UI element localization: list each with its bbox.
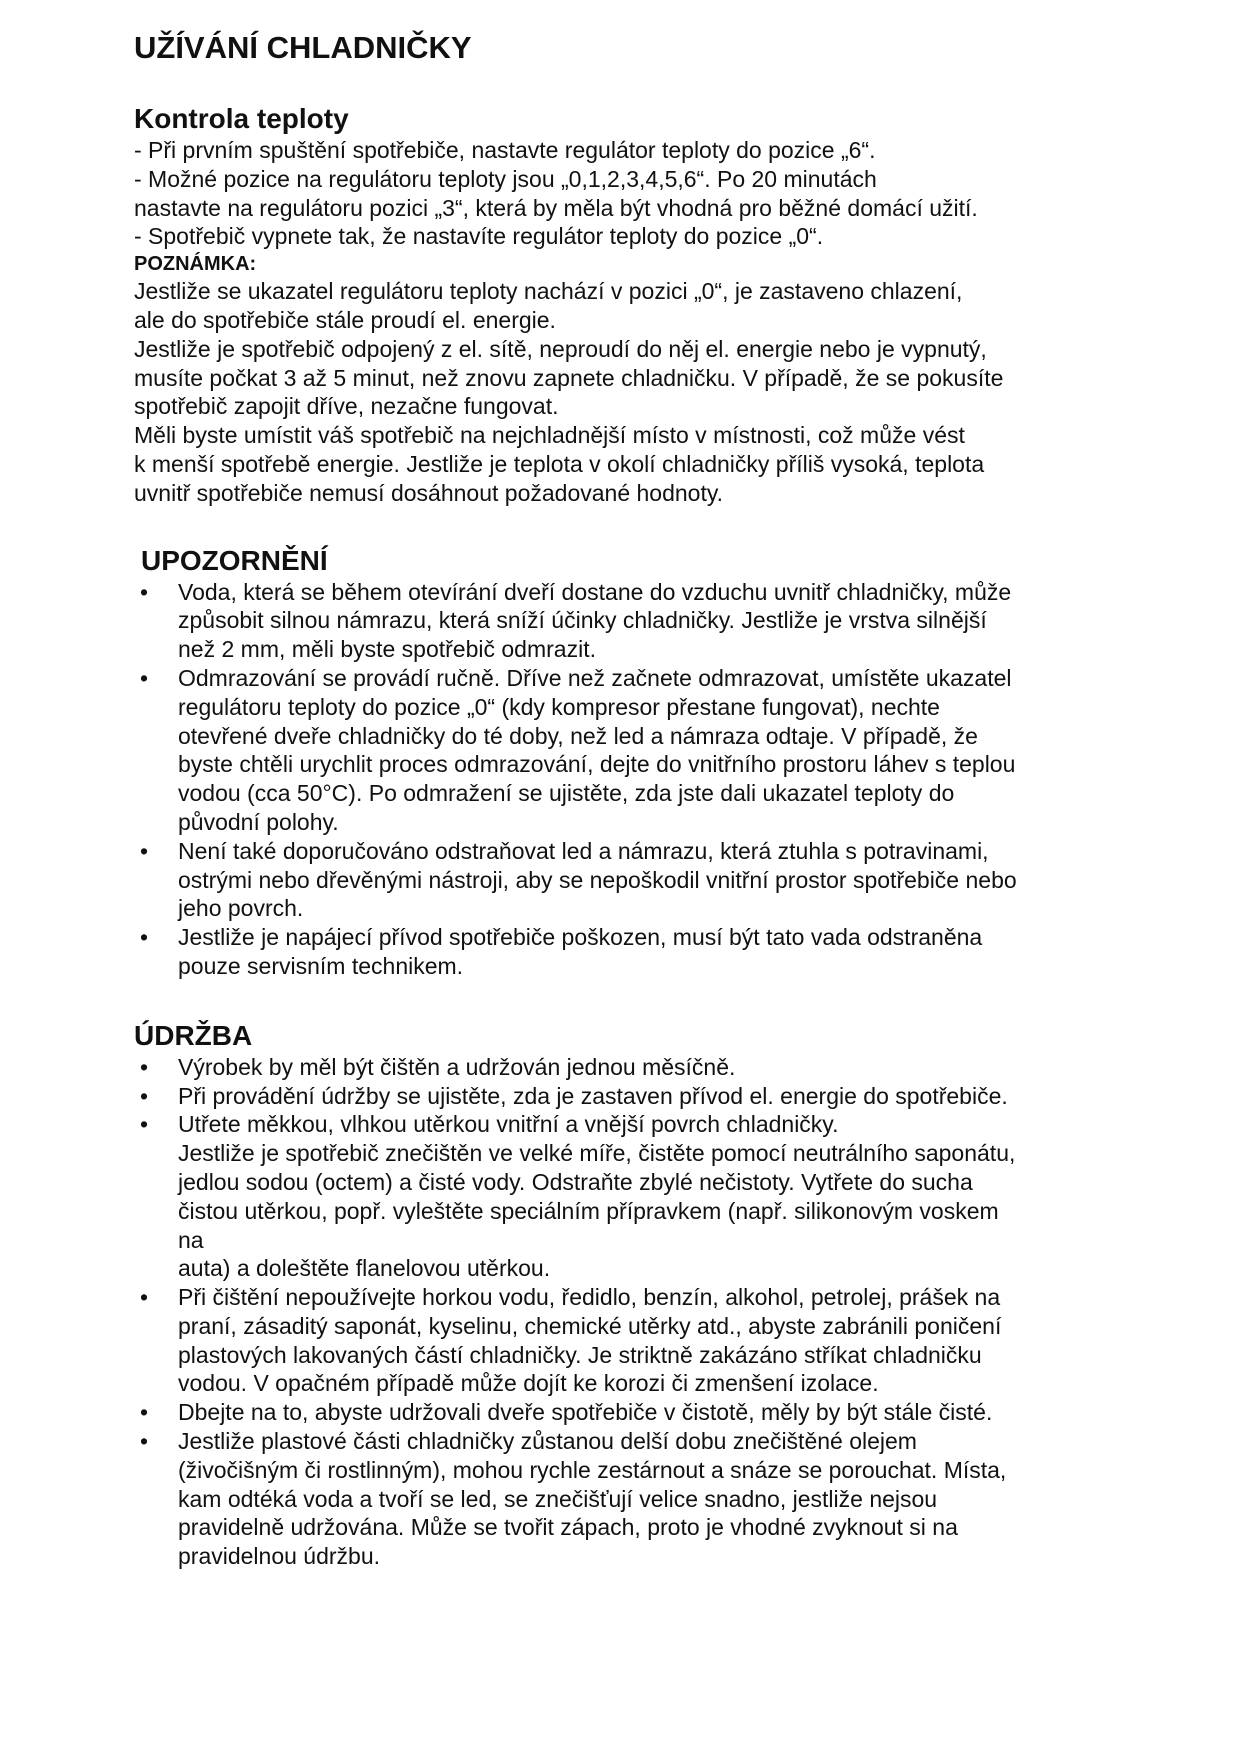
maintenance-heading: ÚDRŽBA xyxy=(134,1019,253,1051)
text-line: (živočišným či rostlinným), mohou rychle zestárnout a snáze se porouchat. Místa, xyxy=(178,1456,1007,1483)
bullet-icon: • xyxy=(139,578,149,605)
text-line: - Při prvním spuštění spotřebiče, nastavte regulátor teploty do pozice „6“. xyxy=(134,137,876,163)
text-line: Měli byste umístit váš spotřebič na nejchladnější místo v místnosti, což může vést xyxy=(134,422,965,449)
text-line: Voda, která se během otevírání dveří dostane do vzduchu uvnitř chladničky, může xyxy=(178,578,1012,605)
note-paragraph xyxy=(134,277,1134,507)
text-line: kam odtéká voda a tvoří se led, se znečišťují velice snadno, jestliže nejsou xyxy=(178,1485,938,1512)
list-item xyxy=(134,578,1134,664)
text-line: otevřené dveře chladničky do té doby, než led a námraza odtaje. V případě, že xyxy=(178,722,978,749)
bullet-icon: • xyxy=(139,1428,149,1455)
temperature-paragraph xyxy=(134,136,1134,251)
text-line: spotřebič zapojit dříve, nezačne fungovat. xyxy=(134,393,559,420)
text-line: pouze servisním technikem. xyxy=(178,952,464,979)
temperature-section xyxy=(134,102,1134,508)
page-title: UŽÍVÁNÍ CHLADNIČKY xyxy=(134,30,472,65)
list-item xyxy=(134,837,1134,923)
text-line: praní, zásaditý saponát, kyselinu, chemické utěrky atd., abyste zabránili poničení xyxy=(178,1312,1002,1339)
list-item xyxy=(134,1082,1134,1111)
text-line: na xyxy=(178,1226,204,1253)
text-line: Při provádění údržby se ujistěte, zda je zastaven přívod el. energie do spotřebiče. xyxy=(178,1082,1008,1109)
text-line: Utřete měkkou, vlhkou utěrkou vnitřní a vnější povrch chladničky. xyxy=(178,1111,839,1138)
list-item xyxy=(134,1110,1134,1283)
text-line: čistou utěrkou, popř. vyleštěte speciálním přípravkem (např. silikonovým voskem xyxy=(178,1197,999,1224)
text-line: musíte počkat 3 až 5 minut, než znovu zapnete chladničku. V případě, že se pokusíte xyxy=(134,364,1004,391)
bullet-icon: • xyxy=(139,837,149,864)
text-line: Jestliže plastové části chladničky zůstanou delší dobu znečištěné olejem xyxy=(178,1428,917,1455)
list-item xyxy=(134,923,1134,981)
list-item xyxy=(134,1398,1134,1427)
list-item xyxy=(134,1427,1134,1571)
text-line: plastových lakovaných částí chladničky. Je striktně zakázáno stříkat chladničku xyxy=(178,1341,982,1368)
text-line: jedlou sodou (octem) a čisté vody. Odstraňte zbylé nečistoty. Vytřete do sucha xyxy=(178,1168,973,1195)
text-line: Při čištění nepoužívejte horkou vodu, ředidlo, benzín, alkohol, petrolej, prášek na xyxy=(178,1284,1001,1311)
text-line: - Možné pozice na regulátoru teploty jsou „0,1,2,3,4,5,6“. Po 20 minutách xyxy=(134,165,877,192)
text-line: než 2 mm, měli byste spotřebič odmrazit. xyxy=(178,636,596,663)
text-line: původní polohy. xyxy=(178,808,339,835)
bullet-icon: • xyxy=(139,924,149,951)
text-line: ale do spotřebiče stále proudí el. energie. xyxy=(134,306,556,333)
bullet-icon: • xyxy=(139,664,149,691)
text-line: - Spotřebič vypnete tak, že nastavíte regulátor teploty do pozice „0“. xyxy=(134,223,824,250)
list-item xyxy=(134,1053,1134,1082)
bullet-icon: • xyxy=(139,1053,149,1080)
text-line: Jestliže se ukazatel regulátoru teploty nachází v pozici „0“, je zastaveno chlazení, xyxy=(134,278,963,305)
text-line: ostrými nebo dřevěnými nástroji, aby se nepoškodil vnitřní prostor spotřebiče nebo xyxy=(178,866,1017,893)
text-line: jeho povrch. xyxy=(178,895,304,922)
text-line: Není také doporučováno odstraňovat led a námrazu, která ztuhla s potravinami, xyxy=(178,837,989,864)
list-item xyxy=(134,664,1134,837)
text-line: uvnitř spotřebiče nemusí dosáhnout požadované hodnoty. xyxy=(134,479,724,506)
warning-heading: UPOZORNĚNÍ xyxy=(141,544,328,576)
maintenance-section xyxy=(134,1019,1134,1571)
bullet-icon: • xyxy=(139,1399,149,1426)
warning-list xyxy=(134,578,1134,981)
document-page xyxy=(134,28,1134,1571)
note-label: POZNÁMKA: xyxy=(134,253,257,276)
text-line: regulátoru teploty do pozice „0“ (kdy kompresor přestane fungovat), nechte xyxy=(178,693,940,720)
temperature-heading: Kontrola teploty xyxy=(134,103,349,134)
bullet-icon: • xyxy=(139,1284,149,1311)
text-line: pravidelnou údržbu. xyxy=(178,1543,381,1570)
text-line: byste chtěli urychlit proces odmrazování, dejte do vnitřního prostoru láhev s teplou xyxy=(178,751,1016,778)
text-line: k menší spotřebě energie. Jestliže je teplota v okolí chladničky příliš vysoká, teplota xyxy=(134,450,985,477)
text-line: auta) a doleštěte flanelovou utěrkou. xyxy=(178,1255,551,1282)
text-line: Odmrazování se provádí ručně. Dříve než začnete odmrazovat, umístěte ukazatel xyxy=(178,664,1012,691)
text-line: nastavte na regulátoru pozici „3“, která by měla být vhodná pro běžné domácí užití. xyxy=(134,194,978,221)
text-line: Dbejte na to, abyste udržovali dveře spotřebiče v čistotě, měly by být stále čisté. xyxy=(178,1399,993,1426)
text-line: vodou. V opačném případě může dojít ke korozi či zmenšení izolace. xyxy=(178,1370,879,1397)
text-line: Jestliže je spotřebič znečištěn ve velké míře, čistěte pomocí neutrálního saponátu, xyxy=(178,1140,1016,1167)
text-line: Výrobek by měl být čištěn a udržován jednou měsíčně. xyxy=(178,1053,736,1080)
text-line: pravidelně udržována. Může se tvořit zápach, proto je vhodné zvyknout si na xyxy=(178,1514,958,1541)
bullet-icon: • xyxy=(139,1111,149,1138)
list-item xyxy=(134,1283,1134,1398)
text-line: vodou (cca 50°C). Po odmražení se ujistěte, zda jste dali ukazatel teploty do xyxy=(178,780,955,807)
text-line: Jestliže je spotřebič odpojený z el. sítě, neproudí do něj el. energie nebo je vypnutý, xyxy=(134,335,987,362)
text-line: Jestliže je napájecí přívod spotřebiče poškozen, musí být tato vada odstraněna xyxy=(178,924,983,951)
maintenance-list xyxy=(134,1053,1134,1571)
bullet-icon: • xyxy=(139,1082,149,1109)
text-line: způsobit silnou námrazu, která sníží účinky chladničky. Jestliže je vrstva silnější xyxy=(178,607,987,634)
warning-section xyxy=(134,544,1134,981)
